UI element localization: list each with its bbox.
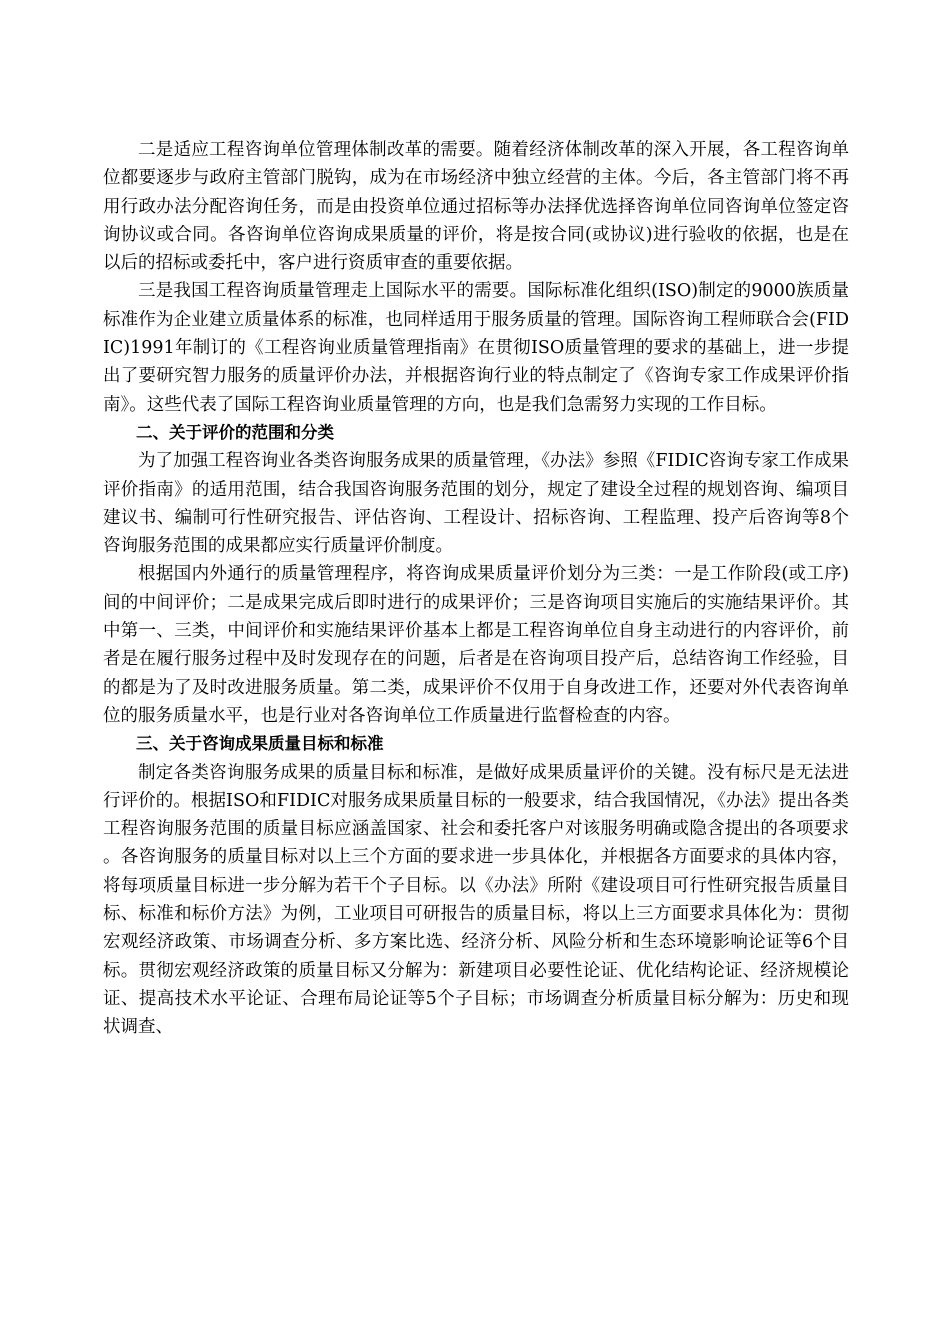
paragraph-scope: 为了加强工程咨询业各类咨询服务成果的质量管理，《办法》参照《FIDIC咨询专家工作成果评价指南》的适用范围，结合我国咨询服务范围的划分，规定了建设全过程的规划咨询、编项目建议书、编制可行性研究报告、评估咨询、工程设计、招标咨询、工程监理、投产后咨询等8个咨询服务范围的成果都应实行质量评价制度。 [103, 451, 849, 557]
paragraph-international-level: 三是我国工程咨询质量管理走上国际水平的需要。国际标准化组织(ISO)制定的9000族质量标准作为企业建立质量体系的标准，也同样适用于服务质量的管理。国际咨询工程师联合会(FIDIC)1991年制订的《工程咨询业质量管理指南》在贯彻ISO质量管理的要求的基础上，进一步提出了要研究智力服务的质量评价办法，并根据咨询行业的特点制定了《咨询专家工作成果评价指南》。这些代表了国际工程咨询业质量管理的方向，也是我们急需努力实现的工作目标。 [103, 281, 849, 415]
section-heading-scope: 二、关于评价的范围和分类 [136, 422, 334, 442]
section-heading-targets: 三、关于咨询成果质量目标和标准 [136, 734, 384, 754]
paragraph-classification: 根据国内外通行的质量管理程序，将咨询成果质量评价划分为三类：一是工作阶段(或工序)间的中间评价；二是成果完成后即时进行的成果评价；三是咨询项目实施后的实施结果评价。其中第一、三类，中间评价和实施结果评价基本上都是工程咨询单位自身主动进行的内容评价，前者是在履行服务过程中及时发现存在的问题，后者是在咨询项目投产后，总结咨询工作经验，目的都是为了及时改进服务质量。第二类，成果评价不仅用于自身改进工作，还要对外代表咨询单位的服务质量水平，也是行业对各咨询单位工作质量进行监督检查的内容。 [103, 564, 849, 726]
document-page [103, 136, 849, 1042]
paragraph-management-reform: 二是适应工程咨询单位管理体制改革的需要。随着经济体制改革的深入开展，各工程咨询单位都要逐步与政府主管部门脱钩，成为在市场经济中独立经营的主体。今后，各主管部门将不再用行政办法分配咨询任务，而是由投资单位通过招标等办法择优选择咨询单位同咨询单位签定咨询协议或合同。各咨询单位咨询成果质量的评价，将是按合同(或协议)进行验收的依据，也是在以后的招标或委托中，客户进行资质审查的重要依据。 [103, 140, 849, 274]
paragraph-targets: 制定各类咨询服务成果的质量目标和标准，是做好成果质量评价的关键。没有标尺是无法进行评价的。根据ISO和FIDIC对服务成果质量目标的一般要求，结合我国情况，《办法》提出各类工程咨询服务范围的质量目标应涵盖国家、社会和委托客户对该服务明确或隐含提出的各项要求。各咨询服务的质量目标对以上三个方面的要求进一步具体化，并根据各方面要求的具体内容，将每项质量目标进一步分解为若干个子目标。以《办法》所附《建设项目可行性研究报告质量目标、标准和标价方法》为例，工业项目可研报告的质量目标，将以上三方面要求具体化为：贯彻宏观经济政策、市场调查分析、多方案比选、经济分析、风险分析和生态环境影响论证等6个目标。贯彻宏观经济政策的质量目标又分解为：新建项目必要性论证、优化结构论证、经济规模论证、提高技术水平论证、合理布局论证等5个子目标；市场调查分析质量目标分解为：历史和现状调查、 [103, 762, 849, 1038]
